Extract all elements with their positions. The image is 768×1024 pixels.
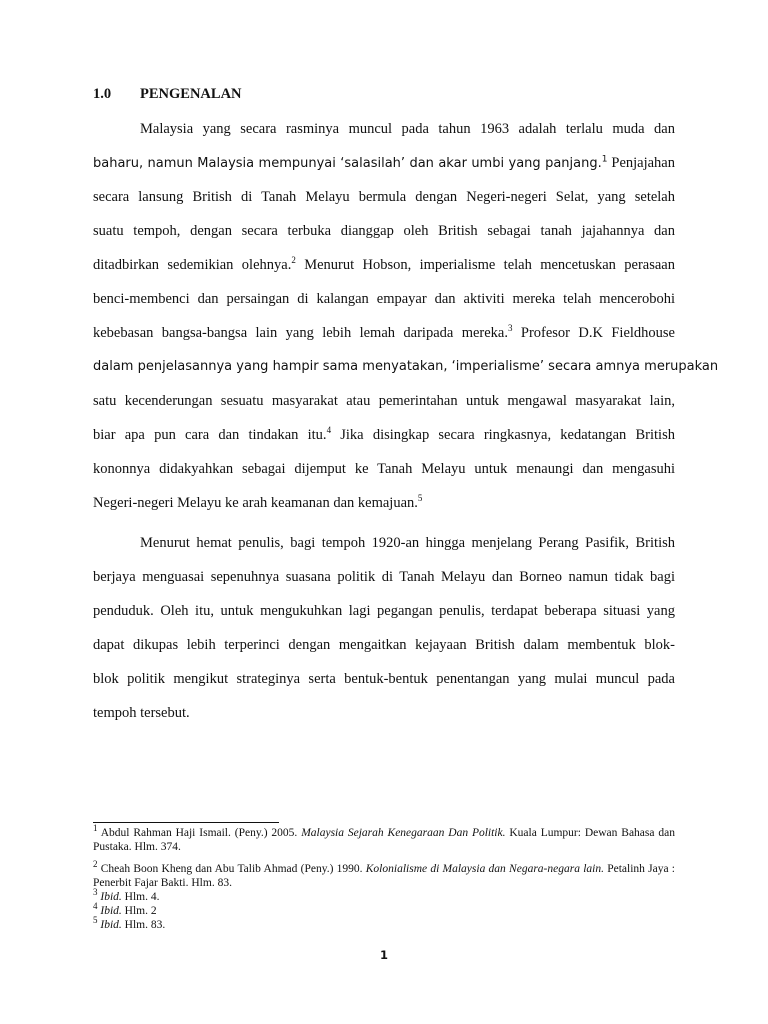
page-number: 1 xyxy=(379,948,388,962)
footnote-number: 5 xyxy=(93,915,98,926)
text-segment: biar apa pun cara dan tindakan itu. xyxy=(93,427,327,443)
text-line xyxy=(93,486,675,520)
text-line xyxy=(93,316,675,350)
text-line: Menurut hemat penulis, bagi tempoh 1920-an hingga menjelang Perang Pasifik, British xyxy=(140,535,675,551)
text-line: penduduk. Oleh itu, untuk mengukuhkan lagi pegangan penulis, terdapat beberapa situasi yang xyxy=(93,603,675,619)
text-segment: ditadbirkan sedemikian olehnya. xyxy=(93,257,292,273)
footnote-number: 4 xyxy=(93,901,98,912)
section-number: 1.0 xyxy=(93,86,112,102)
text-segment: Jika disingkap secara ringkasnya, kedatangan British xyxy=(331,427,675,443)
footnote-ref[interactable]: 2 xyxy=(291,255,296,266)
text-segment: Profesor D.K Fieldhouse xyxy=(512,325,675,341)
text-line: suatu tempoh, dengan secara terbuka dianggap oleh British sebagai tanah jajahannya dan xyxy=(93,223,675,239)
footnote-1 xyxy=(93,823,675,854)
footnote-number: 1 xyxy=(93,823,98,834)
footnote-title: Kolonialisme di Malaysia dan Negara-negara lain. xyxy=(365,863,604,875)
text-line: blok politik mengikut strateginya serta bentuk-bentuk penentangan yang mulai muncul pada xyxy=(93,671,675,687)
footnote-title: Ibid. xyxy=(100,905,122,917)
footnote-5 xyxy=(93,915,675,932)
footnote-text: Petalinh Jaya : Penerbit Fajar Bakti. Hlm. 83. xyxy=(93,863,676,889)
footnote-title: Ibid. xyxy=(100,919,122,931)
footnote-title: Malaysia Sejarah Kenegaraan Dan Politik. xyxy=(301,827,506,839)
text-line: benci-membenci dan persaingan di kalangan empayar dan aktiviti mereka telah mencerobohi xyxy=(93,291,675,307)
text-segment: kebebasan bangsa-bangsa lain yang lebih lemah daripada mereka. xyxy=(93,325,508,341)
footnote-text: Hlm. 4. xyxy=(121,891,160,903)
text-line xyxy=(93,146,675,180)
footnote-ref[interactable]: 5 xyxy=(417,493,423,504)
footnote-ref[interactable]: 1 xyxy=(601,154,608,165)
footnote-3 xyxy=(93,887,675,904)
section-heading xyxy=(93,86,242,103)
text-line: berjaya menguasai sepenuhnya suasana politik di Tanah Melayu dan Borneo namun tidak bagi xyxy=(93,569,675,585)
paragraph-introduction xyxy=(93,112,719,520)
text-line xyxy=(93,248,675,282)
text-line: dalam penjelasannya yang hampir sama menyatakan, ‘imperialisme’ secara amnya merupakan xyxy=(93,359,719,374)
paragraph-author-view xyxy=(93,526,675,730)
footnote-number: 3 xyxy=(93,887,98,898)
text-line: secara lansung British di Tanah Melayu bermula dengan Negeri-negeri Selat, yang setelah xyxy=(93,189,675,205)
footnote-text: Hlm. 2 xyxy=(121,905,157,917)
footnotes xyxy=(93,823,676,932)
text-line: tempoh tersebut. xyxy=(93,705,190,721)
footnote-title: Ibid. xyxy=(100,891,122,903)
footnote-divider xyxy=(93,822,279,823)
footnote-text: Kuala Lumpur: Dewan Bahasa dan Pustaka. Hlm. 374. xyxy=(93,827,675,853)
footnote-4 xyxy=(93,901,675,918)
text-segment: baharu, namun Malaysia mempunyai ‘salasilah’ dan akar umbi yang panjang. xyxy=(93,156,602,171)
text-line: satu kecenderungan sesuatu masyarakat atau pemerintahan untuk mengawal masyarakat lain, xyxy=(93,393,675,409)
text-segment: Menurut Hobson, imperialisme telah mencetuskan perasaan xyxy=(295,257,675,273)
footnote-ref[interactable]: 3 xyxy=(508,323,513,334)
text-line: kononnya didakyahkan sebagai dijemput ke Tanah Melayu untuk menaungi dan mengasuhi xyxy=(93,461,675,477)
footnote-number: 2 xyxy=(93,859,98,870)
footnote-text: Cheah Boon Kheng dan Abu Talib Ahmad (Peny.) 1990. xyxy=(97,863,366,875)
text-segment: Penjajahan xyxy=(607,155,675,171)
footnote-text: Abdul Rahman Haji Ismail. (Peny.) 2005. xyxy=(97,827,302,839)
section-title: PENGENALAN xyxy=(140,86,242,102)
footnote-ref[interactable]: 4 xyxy=(326,425,332,436)
text-segment: Negeri-negeri Melayu ke arah keamanan dan kemajuan. xyxy=(93,495,418,511)
text-line xyxy=(93,418,675,452)
text-line: Malaysia yang secara rasminya muncul pada tahun 1963 adalah terlalu muda dan xyxy=(140,121,675,137)
footnote-text: Hlm. 83. xyxy=(121,919,166,931)
footnote-2 xyxy=(93,859,676,890)
text-line: dapat dikupas lebih terperinci dengan mengaitkan kejayaan British dalam membentuk blok- xyxy=(93,637,675,653)
